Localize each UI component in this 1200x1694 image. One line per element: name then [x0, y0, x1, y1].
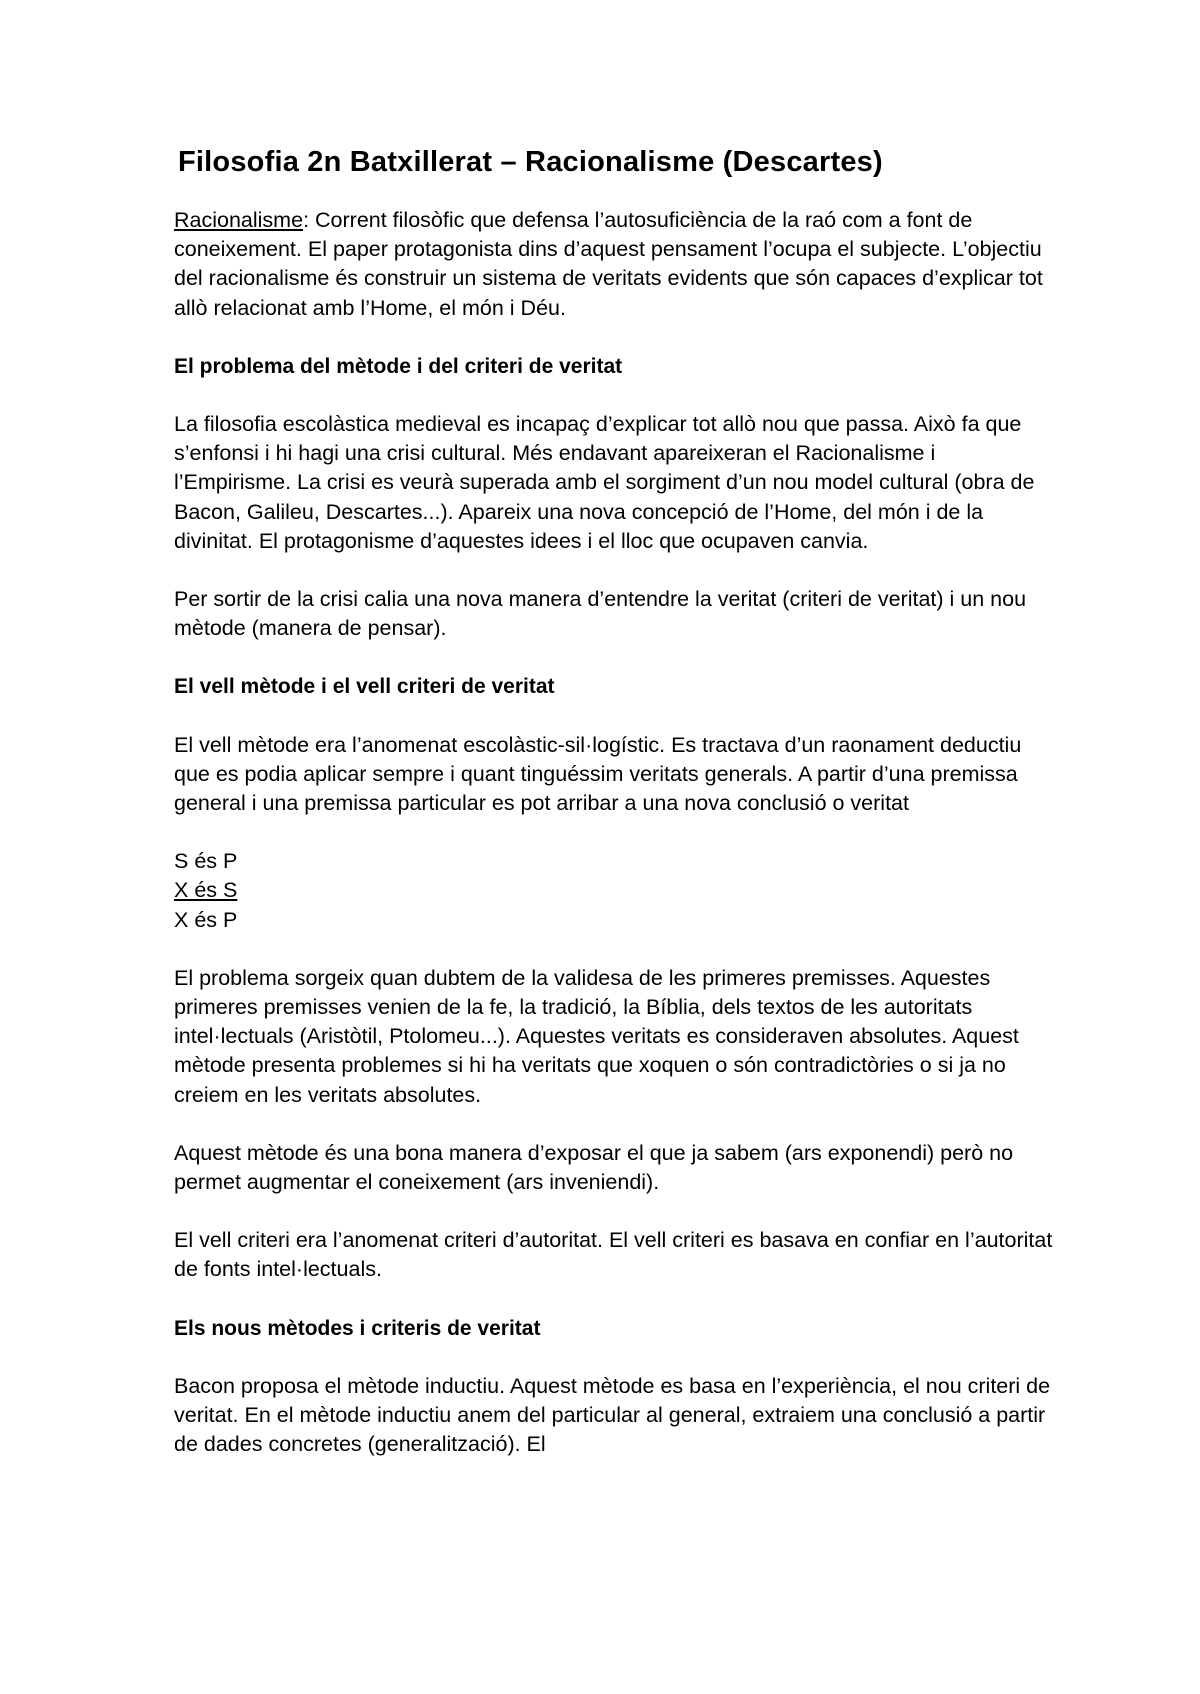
document-title: Filosofia 2n Batxillerat – Racionalisme (Descartes) — [178, 146, 883, 178]
section2-paragraph-1: El vell mètode era l’anomenat escolàstic-sil·logístic. Es tractava d’un raonament deductiu que es podia aplicar sempre i quant tinguéssim veritats generals. A partir d’una premissa general i una premissa particular es pot arribar a una nova conclusió o veritat — [174, 732, 1022, 816]
intro-term: Racionalisme — [174, 208, 304, 232]
section3-paragraph-1: Bacon proposa el mètode inductiu. Aquest mètode es basa en l’experiència, el nou criteri de veritat. En el mètode inductiu anem del particular al general, extraiem una conclusió a partir de dades concretes (generalització). El — [174, 1373, 1051, 1457]
intro-paragraph — [174, 206, 1054, 323]
section2-paragraph-3: Aquest mètode és una bona manera d’exposar el que ja sabem (ars exponendi) però no permet augmentar el coneixement (ars inveniendi). — [174, 1140, 1014, 1195]
intro-definition: : Corrent filosòfic que defensa l’autosuficiència de la raó com a font de coneixement. El paper protagonista dins d’aquest pensament l’ocupa el subjecte. L’objectiu del racionalisme és construir un sistema de veritats evidents que són capaces d’explicar tot allò relacionat amb l’Home, el món i Déu. — [174, 208, 1043, 320]
section1-paragraph-1: La filosofia escolàstica medieval es incapaç d’explicar tot allò nou que passa. Això fa que s’enfonsi i hi hagi una crisi cultural. Més endavant apareixeran el Racionalisme i l’Empirisme. La crisi es veurà superada amb el sorgiment d’un nou model cultural (obra de Bacon, Galileu, Descartes...). Apareix una nova concepció de l’Home, del món i de la divinitat. El protagonisme d’aquestes idees i el lloc que ocupaven canvia. — [174, 412, 1035, 553]
syllogism-line-3: X és P — [174, 907, 238, 932]
section-heading-new-methods: Els nous mètodes i criteris de veritat — [174, 1316, 541, 1340]
section2-paragraph-4: El vell criteri era l’anomenat criteri d’autoritat. El vell criteri es basava en confiar en l’autoritat de fonts intel·lectuals. — [174, 1228, 1053, 1282]
section-heading-old-method: El vell mètode i el vell criteri de veritat — [174, 675, 555, 699]
document-page — [174, 140, 1054, 1460]
syllogism-line-2 — [174, 876, 1054, 905]
section2-paragraph-2: El problema sorgeix quan dubtem de la validesa de les primeres premisses. Aquestes primeres premisses venien de la fe, la tradició, la Bíblia, dels textos de les autoritats intel·lectuals (Aristòtil, Ptolomeu...). Aquestes veritats es consideraven absolutes. Aquest mètode presenta problemes si hi ha veritats que xoquen o són contradictòries o si ja no creiem en les veritats absolutes. — [174, 965, 1019, 1107]
syllogism-line-1: S és P — [174, 849, 238, 874]
section-heading-problem: El problema del mètode i del criteri de veritat — [174, 354, 623, 378]
syllogism-line-2-text: X és S — [174, 878, 238, 903]
section1-paragraph-2: Per sortir de la crisi calia una nova manera d’entendre la veritat (criteri de veritat) i un nou mètode (manera de pensar). — [174, 587, 1027, 641]
